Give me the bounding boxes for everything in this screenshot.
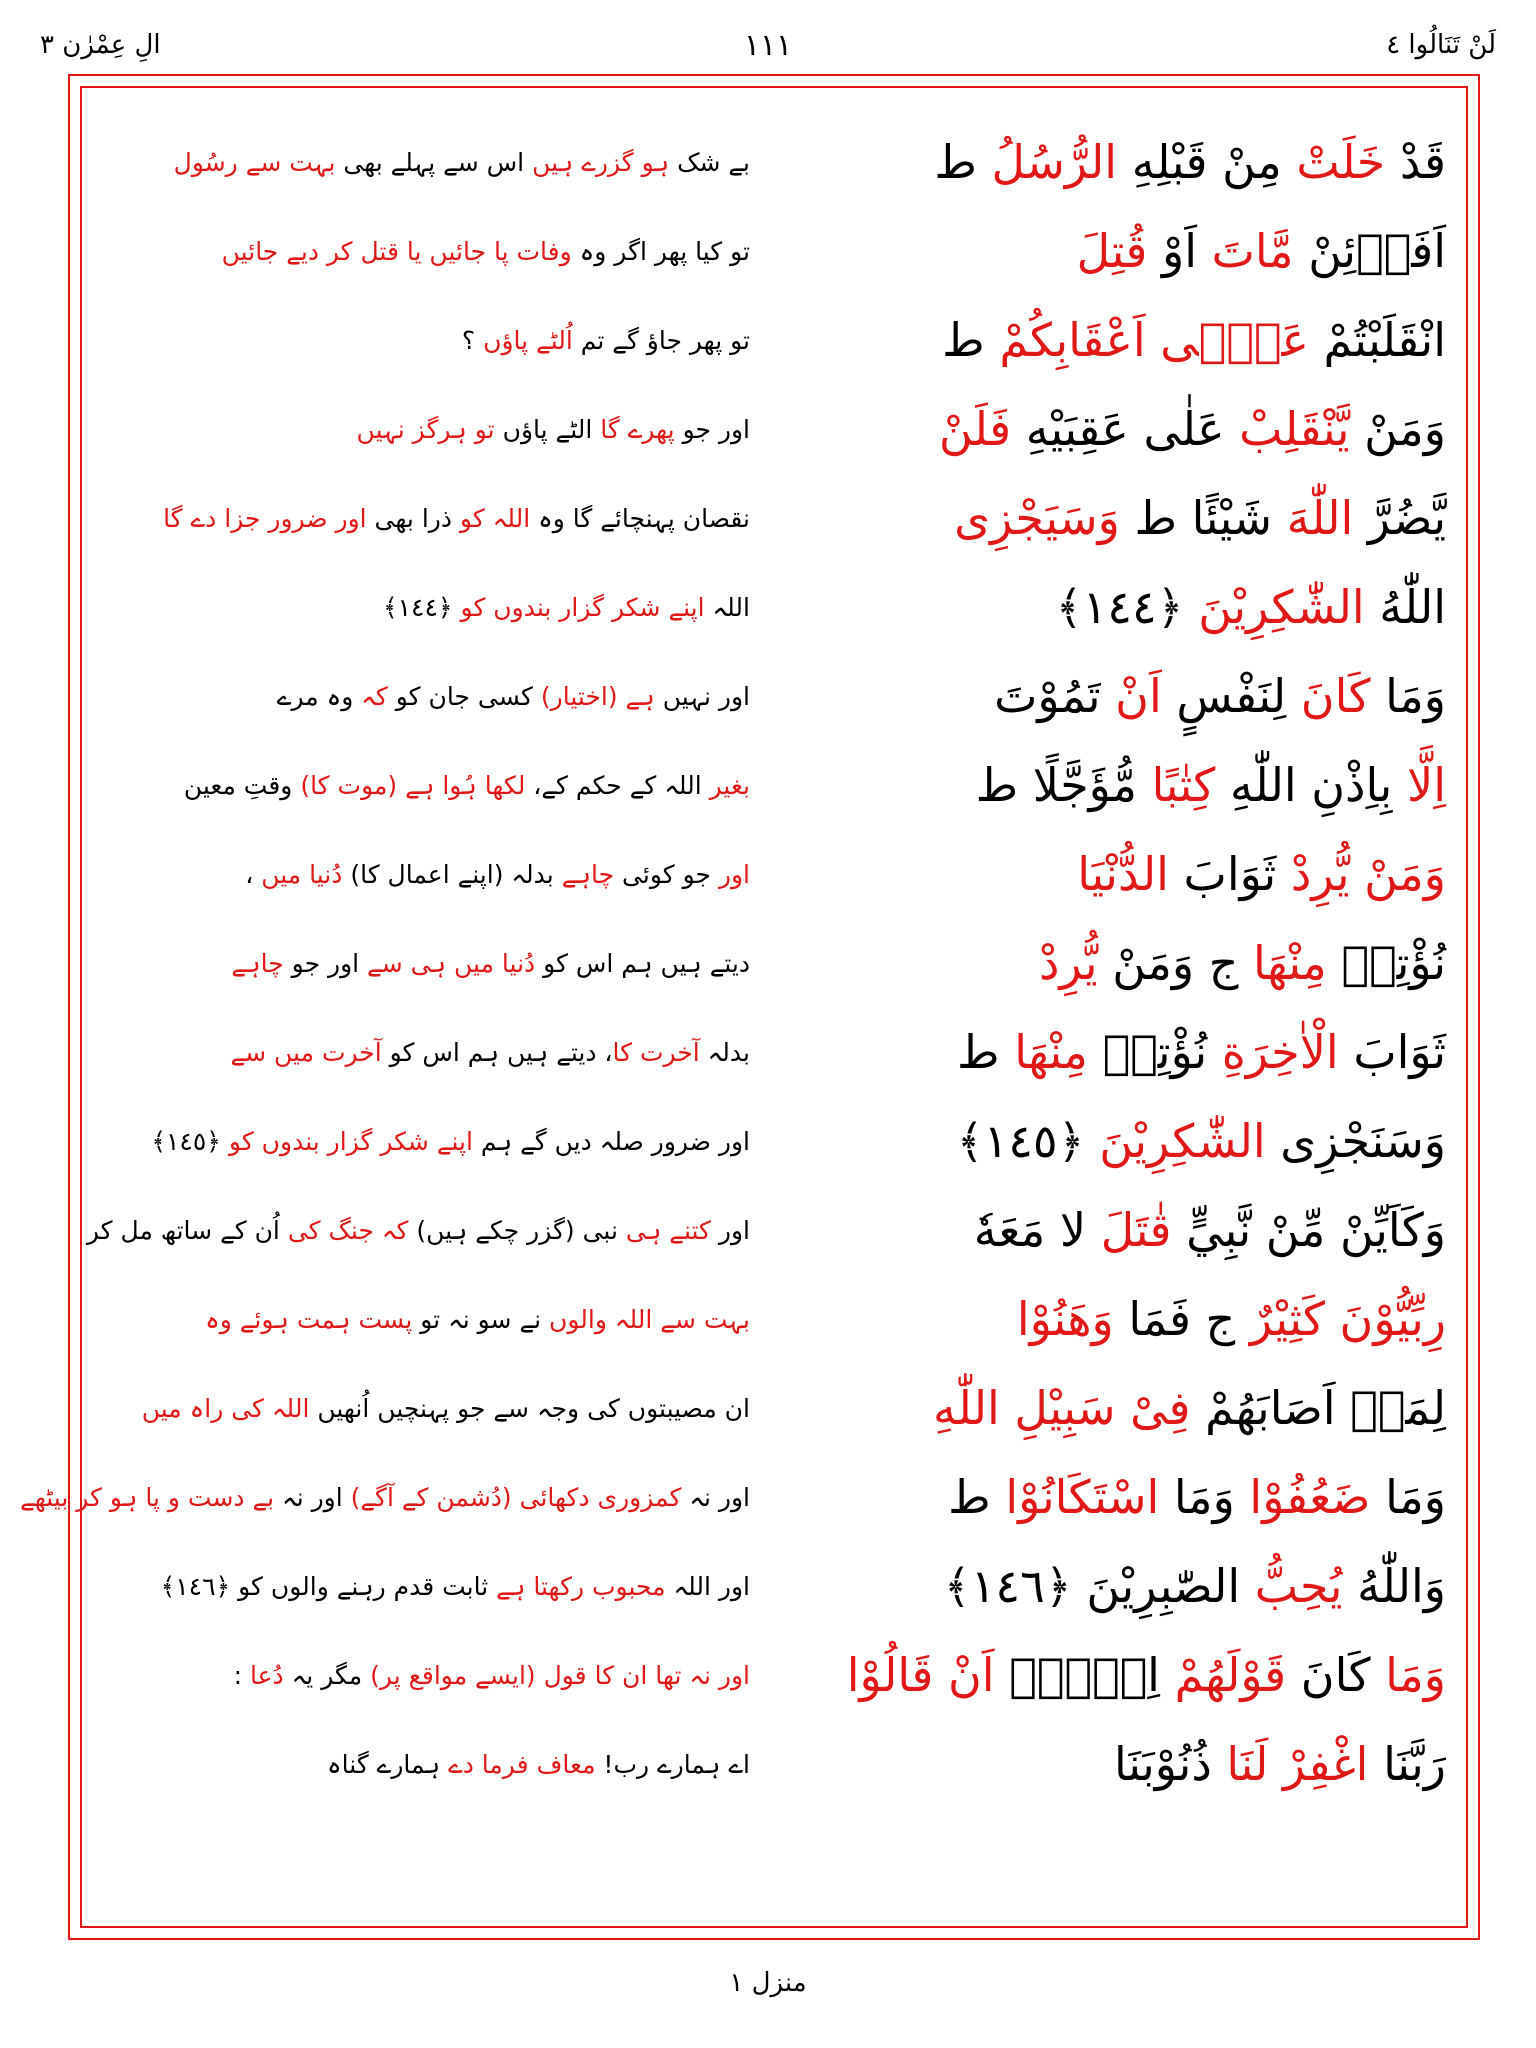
arabic-highlight: وَهَنُوْا [1016, 1292, 1114, 1346]
page-number: ١١١ [743, 28, 793, 63]
arabic-text: نُؤْتِهٖ [1326, 936, 1446, 990]
urdu-translation-line [20, 1453, 750, 1542]
arabic-text: اِلَّاۤ [994, 1648, 1175, 1702]
arabic-text: ذُنُوْبَنَا [1114, 1737, 1227, 1791]
urdu-text: نبی (گزر چکے ہیں) [408, 1216, 626, 1245]
urdu-highlight: دُنیا میں [261, 860, 343, 889]
urdu-text: دیتے ہیں ہم اس کو [535, 949, 750, 978]
arabic-line [766, 1275, 1446, 1364]
urdu-highlight: ہو گزرے ہیں [532, 148, 670, 177]
arabic-highlight: فَلَنْ [938, 402, 1012, 456]
urdu-text: تو پھر جاؤ گے تم [572, 326, 750, 355]
urdu-text: نے سو نہ تو [412, 1305, 549, 1334]
arabic-text: لا مَعَهٗ [973, 1203, 1101, 1257]
verse-rows [20, 118, 1446, 1809]
urdu-text: اور جو [674, 415, 750, 444]
arabic-text: تَمُوْتَ [994, 669, 1116, 723]
urdu-text: ﴿١٤٥﴾ [151, 1127, 229, 1156]
manzil-footer: منزل ١ [729, 1968, 807, 1998]
urdu-translation-line [100, 1275, 750, 1364]
urdu-highlight: کہ [361, 682, 388, 711]
urdu-highlight: اور ضرور جزا دے گا [163, 504, 367, 533]
urdu-highlight: وفات پا جائیں یا قتل کر دیے جائیں [221, 237, 572, 266]
urdu-highlight: بہت سے اللہ والوں [549, 1305, 750, 1334]
urdu-highlight: بغیر [709, 771, 750, 800]
arabic-line [766, 385, 1446, 474]
arabic-highlight: الرُّسُلُ [991, 135, 1118, 189]
arabic-text: وَمَا [1159, 1470, 1250, 1524]
arabic-highlight: اسْتَكَانُوْا [1005, 1470, 1160, 1524]
arabic-highlight: اَنْ [1115, 669, 1162, 723]
arabic-line [766, 1453, 1446, 1542]
arabic-text: نُؤْتِهٖ [1087, 1025, 1222, 1079]
verse-row [100, 207, 1446, 296]
arabic-text: لِنَفْسٍ [1161, 669, 1301, 723]
arabic-highlight: اَنْ قَالُوْا [846, 1648, 995, 1702]
urdu-translation-line [100, 1542, 750, 1631]
urdu-translation-line [100, 1008, 750, 1097]
urdu-translation-line [100, 652, 750, 741]
verse-row [100, 919, 1446, 1008]
urdu-text: اور ضرور صلہ دیں گے ہم [472, 1127, 750, 1156]
arabic-line [766, 652, 1446, 741]
urdu-text: اور نہیں [654, 682, 750, 711]
urdu-text: : [233, 1661, 251, 1690]
arabic-highlight: وَمَنْ يُّرِدْ [1290, 847, 1446, 901]
urdu-text: وہ مرے [276, 682, 362, 711]
arabic-highlight: مَّاتَ [1211, 224, 1294, 278]
urdu-highlight: کہ جنگ کی [287, 1216, 409, 1245]
arabic-text: ثَوَابَ [1338, 1025, 1446, 1079]
urdu-highlight: اور [718, 860, 750, 889]
arabic-highlight: ضَعُفُوْا [1249, 1470, 1371, 1524]
arabic-text: بِاِذْنِ اللّٰهِ [1215, 758, 1407, 812]
arabic-text: ط [948, 1470, 1006, 1524]
urdu-text: بدلہ [699, 1038, 750, 1067]
arabic-text: كَانَ [1286, 1648, 1386, 1702]
urdu-text: ذرا بھی [366, 504, 460, 533]
arabic-text: ط [934, 135, 992, 189]
verse-row [100, 1008, 1446, 1097]
verse-row [100, 1542, 1446, 1631]
urdu-translation-line [100, 563, 750, 652]
verse-row [100, 741, 1446, 830]
verse-row [86, 1186, 1446, 1275]
arabic-text: اللّٰهُ [1364, 580, 1446, 634]
verse-row [100, 563, 1446, 652]
arabic-text: اَوْ [1147, 224, 1212, 278]
arabic-line [766, 1720, 1446, 1809]
urdu-translation-line [100, 830, 750, 919]
verse-row [100, 1631, 1446, 1720]
arabic-text: ط [957, 1025, 1015, 1079]
urdu-highlight: چاہے [231, 949, 284, 978]
urdu-text: اور [710, 1216, 750, 1245]
urdu-translation-line [100, 1720, 750, 1809]
arabic-text: وَمَا [1370, 669, 1446, 723]
arabic-line [766, 563, 1446, 652]
urdu-highlight: اپنے شکر گزار بندوں کو [228, 1127, 473, 1156]
arabic-line [766, 1631, 1446, 1720]
urdu-text: تو کیا پھر اگر وہ [571, 237, 750, 266]
urdu-translation-line [100, 296, 750, 385]
arabic-line [766, 741, 1446, 830]
urdu-highlight: اللہ کو [459, 504, 531, 533]
urdu-translation-line [100, 207, 750, 296]
arabic-line [766, 919, 1446, 1008]
urdu-text: وقتِ معین [183, 771, 301, 800]
verse-row [100, 118, 1446, 207]
arabic-highlight: يَّنْقَلِبْ [1239, 402, 1350, 456]
arabic-line [766, 296, 1446, 385]
arabic-text: رَبَّنَا [1368, 1737, 1446, 1791]
urdu-highlight: بے دست و پا ہو کر بیٹھے [20, 1483, 275, 1512]
arabic-text: ط [942, 313, 1000, 367]
arabic-highlight: الشّٰكِرِيْنَ [1099, 1114, 1266, 1168]
urdu-translation-line [100, 1097, 750, 1186]
urdu-text: بدلہ (اپنے اعمال کا) [342, 860, 562, 889]
urdu-translation-line [100, 741, 750, 830]
arabic-highlight: خَلَتْ [1281, 135, 1386, 189]
urdu-translation-line [100, 1364, 750, 1453]
arabic-highlight: الْاٰخِرَةِ [1221, 1025, 1339, 1079]
verse-row [20, 1453, 1446, 1542]
arabic-text: شَيْئًا ط [1119, 491, 1287, 545]
urdu-text: اور نہ [274, 1483, 351, 1512]
arabic-text: وَاللّٰهُ [1342, 1559, 1446, 1613]
urdu-text: اور اللہ [665, 1572, 750, 1601]
urdu-text: کسی جان کو [387, 682, 541, 711]
arabic-text: وَمَنْ [1349, 402, 1446, 456]
verse-row [100, 1720, 1446, 1809]
urdu-highlight: چاہے [561, 860, 615, 889]
arabic-highlight: مِنْهَا [1253, 936, 1327, 990]
arabic-highlight: الدُّنْيَا [1077, 847, 1169, 901]
urdu-text: اے ہمارے رب! [595, 1750, 750, 1779]
verse-row [100, 830, 1446, 919]
urdu-highlight: اور نہ تھا ان کا قول (ایسے مواقع پر) [370, 1661, 750, 1690]
urdu-text: مگر یہ [283, 1661, 371, 1690]
arabic-text: ج فَمَا [1113, 1292, 1250, 1346]
arabic-line [766, 1364, 1446, 1453]
urdu-highlight: محبوب رکھتا ہے [496, 1572, 666, 1601]
arabic-highlight: اللّٰهَ [1286, 491, 1354, 545]
arabic-highlight: كِتٰبًا [1151, 758, 1216, 812]
urdu-text: اللہ کے حکم کے، [525, 771, 710, 800]
urdu-highlight: پھرے گا [600, 415, 675, 444]
urdu-text: نقصان پہنچائے گا وہ [530, 504, 750, 533]
urdu-text: ثابت قدم رہنے والوں کو ﴿١٤٦﴾ [160, 1572, 497, 1601]
arabic-line [766, 474, 1446, 563]
surah-name: الِ عِمْرٰن ٣ [40, 30, 161, 60]
urdu-highlight: اُلٹے پاؤں [483, 326, 573, 355]
arabic-highlight: عَلٰۤى اَعْقَابِكُمْ [999, 313, 1309, 367]
verse-row [100, 1097, 1446, 1186]
urdu-translation-line [86, 1186, 750, 1275]
arabic-text: مِنْ قَبْلِهِ [1117, 135, 1282, 189]
urdu-translation-line [100, 1631, 750, 1720]
arabic-text: قَدْ [1385, 135, 1446, 189]
urdu-text: اور نہ [681, 1483, 750, 1512]
arabic-text: الصّٰبِرِيْنَ ﴿١٤٦﴾ [943, 1559, 1255, 1613]
arabic-text: انْقَلَبْتُمْ [1308, 313, 1446, 367]
arabic-line [766, 118, 1446, 207]
verse-row [100, 652, 1446, 741]
urdu-highlight: ہے (اختیار) [540, 682, 655, 711]
arabic-text: ج وَمَنْ [1097, 936, 1254, 990]
verse-row [100, 1364, 1446, 1453]
urdu-highlight: دُعا [250, 1661, 284, 1690]
arabic-text: لِمَاۤ اَصَابَهُمْ [1190, 1381, 1446, 1435]
urdu-highlight: کمزوری دکھائی (دُشمن کے آگے) [350, 1483, 682, 1512]
urdu-text: ہمارے گناہ [327, 1750, 449, 1779]
arabic-line [766, 1542, 1446, 1631]
arabic-highlight: يُّرِدْ [1038, 936, 1098, 990]
urdu-text: ، دیتے ہیں ہم اس کو [381, 1038, 613, 1067]
urdu-text: ؟ [461, 326, 484, 355]
arabic-text: يَّضُرَّ [1353, 491, 1446, 545]
arabic-line [766, 1186, 1446, 1275]
juz-name: لَنْ تَنَالُوا ٤ [1386, 30, 1496, 60]
urdu-text: اُن کے ساتھ مل کر [86, 1216, 288, 1245]
arabic-highlight: فِىْ سَبِيْلِ اللّٰهِ [933, 1381, 1191, 1435]
arabic-highlight: اِلَّا [1406, 758, 1446, 812]
urdu-highlight: آخرت میں سے [230, 1038, 382, 1067]
urdu-highlight: لکھا ہُوا ہے (موت کا) [300, 771, 526, 800]
urdu-translation-line [100, 919, 750, 1008]
arabic-highlight: مِنْهَا [1014, 1025, 1088, 1079]
arabic-highlight: قَوْلَهُمْ [1174, 1648, 1287, 1702]
urdu-highlight: بہت سے رسُول [173, 148, 336, 177]
arabic-highlight: رِبِّيُّوْنَ كَثِيْرٌ [1249, 1292, 1446, 1346]
urdu-highlight: معاف فرما دے [448, 1750, 596, 1779]
urdu-text: ، [245, 860, 262, 889]
urdu-translation-line [100, 385, 750, 474]
arabic-line [766, 207, 1446, 296]
arabic-text: اَفَاۡئِنْ [1293, 224, 1446, 278]
urdu-text: اس سے پہلے بھی [335, 148, 533, 177]
urdu-highlight: پست ہمت ہوئے وہ [205, 1305, 413, 1334]
urdu-highlight: اپنے شکر گزار بندوں کو [460, 593, 705, 622]
page-header [40, 30, 1496, 70]
arabic-highlight: قُتِلَ [1076, 224, 1148, 278]
urdu-text: ان مصیبتوں کی وجہ سے جو پہنچیں اُنھیں [309, 1394, 750, 1423]
verse-row [100, 296, 1446, 385]
urdu-highlight: اللہ کی راہ میں [141, 1394, 310, 1423]
urdu-highlight: کتنے ہی [625, 1216, 711, 1245]
arabic-text: ﴿١٤٤﴾ [1055, 580, 1199, 634]
arabic-highlight: قٰتَلَ [1100, 1203, 1172, 1257]
arabic-line [766, 830, 1446, 919]
verse-row [100, 1275, 1446, 1364]
arabic-text: وَسَنَجْزِى [1265, 1114, 1446, 1168]
arabic-text: وَكَاَيِّنْ مِّنْ نَّبِيٍّ [1171, 1203, 1446, 1257]
arabic-text: عَلٰى عَقِبَيْهِ [1011, 402, 1240, 456]
urdu-text: الٹے پاؤں [494, 415, 601, 444]
arabic-text: مُّؤَجَّلًا ط [975, 758, 1152, 812]
arabic-highlight: كَانَ [1300, 669, 1371, 723]
arabic-highlight: اغْفِرْ لَنَا [1226, 1737, 1369, 1791]
arabic-highlight: يُحِبُّ [1254, 1559, 1343, 1613]
arabic-line [766, 1008, 1446, 1097]
arabic-highlight: وَسَيَجْزِى [954, 491, 1120, 545]
arabic-highlight: وَمَا [1385, 1648, 1446, 1702]
arabic-highlight: الشّٰكِرِيْنَ [1198, 580, 1365, 634]
urdu-text: اور جو [283, 949, 368, 978]
urdu-text: بے شک [669, 148, 750, 177]
verse-row [100, 385, 1446, 474]
verse-row [100, 474, 1446, 563]
urdu-text: اللہ [704, 593, 750, 622]
urdu-text: جو کوئی [614, 860, 719, 889]
arabic-text: ﴿١٤٥﴾ [956, 1114, 1100, 1168]
urdu-highlight: تو ہرگز نہیں [356, 415, 495, 444]
urdu-highlight: آخرت کا [612, 1038, 700, 1067]
urdu-text: ﴿١٤٤﴾ [382, 593, 461, 622]
urdu-translation-line [100, 474, 750, 563]
arabic-line [766, 1097, 1446, 1186]
arabic-text: ثَوَابَ [1168, 847, 1291, 901]
urdu-translation-line [100, 118, 750, 207]
arabic-text: وَمَا [1370, 1470, 1446, 1524]
urdu-highlight: دُنیا میں ہی سے [367, 949, 536, 978]
